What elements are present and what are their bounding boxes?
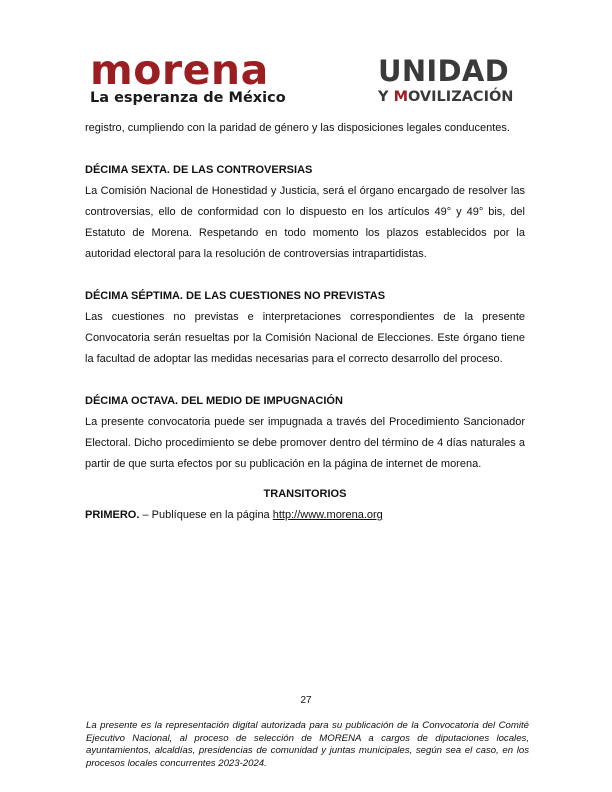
section-heading-decima-octava: DÉCIMA OCTAVA. DEL MEDIO DE IMPUGNACIÓN bbox=[85, 395, 343, 407]
page-number: 27 bbox=[300, 695, 312, 706]
transitorios-heading: TRANSITORIOS bbox=[263, 488, 347, 500]
movilizacion-prefix: Y bbox=[378, 89, 394, 105]
section-heading-decima-sexta: DÉCIMA SEXTA. DE LAS CONTROVERSIAS bbox=[85, 164, 313, 176]
movilizacion-rest: OVILIZACIÓN bbox=[408, 89, 514, 105]
unidad-movilizacion-logo bbox=[378, 56, 513, 106]
section-text-decima-sexta: La Comisión Nacional de Honestidad y Justicia, será el órgano encargado de resolver las controversias, ello de conformidad con lo dispuesto en los artículos 49° y 49° bis, del Estatuto de Morena. Respetando en todo momento los plazos establecidos por la autoridad electoral para la resolución de controversias intrapartidistas. bbox=[85, 185, 525, 260]
morena-logo bbox=[90, 46, 286, 107]
morena-wordmark: morena bbox=[90, 46, 269, 94]
primero-text: – Publíquese en la página bbox=[139, 509, 273, 521]
page-header bbox=[0, 46, 612, 110]
section-text-decima-octava: La presente convocatoria puede ser impugnada a través del Procedimiento Sancionador Electoral. Dicho procedimiento se debe promover dentro del término de 4 días naturales a partir de que surta efectos por su publicación en la página de internet de morena. bbox=[85, 416, 525, 470]
section-text-decima-septima: Las cuestiones no previstas e interpretaciones correspondientes de la presente Convocatoria serán resueltas por la Comisión Nacional de Elecciones. Este órgano tiene la facultad de adoptar las medidas necesarias para el correcto desarrollo del proceso. bbox=[85, 311, 525, 365]
primero-label: PRIMERO. bbox=[85, 509, 140, 521]
section-heading-decima-septima: DÉCIMA SÉPTIMA. DE LAS CUESTIONES NO PREVISTAS bbox=[85, 290, 386, 302]
primero-paragraph bbox=[85, 505, 525, 526]
footer-note: La presente es la representación digital autorizada para su publicación de la Convocatoria del Comité Ejecutivo Nacional, al proceso de selección de MORENA a cargos de diputaciones locales, ayuntamientos, alcaldías, presidencias de comunidad y juntas municipales, según sea el caso, en los procesos locales concurrentes 2023-2024. bbox=[86, 720, 529, 769]
unidad-wordmark: UNIDAD bbox=[378, 54, 509, 88]
intro-paragraph: registro, cumpliendo con la paridad de género y las disposiciones legales conducentes. bbox=[85, 122, 510, 134]
movilizacion-wordmark bbox=[378, 88, 513, 106]
morena-website-link[interactable]: http://www.morena.org bbox=[272, 509, 383, 521]
movilizacion-accent-letter: M bbox=[393, 89, 408, 105]
morena-tagline: La esperanza de México bbox=[90, 90, 286, 106]
document-body bbox=[85, 118, 525, 526]
